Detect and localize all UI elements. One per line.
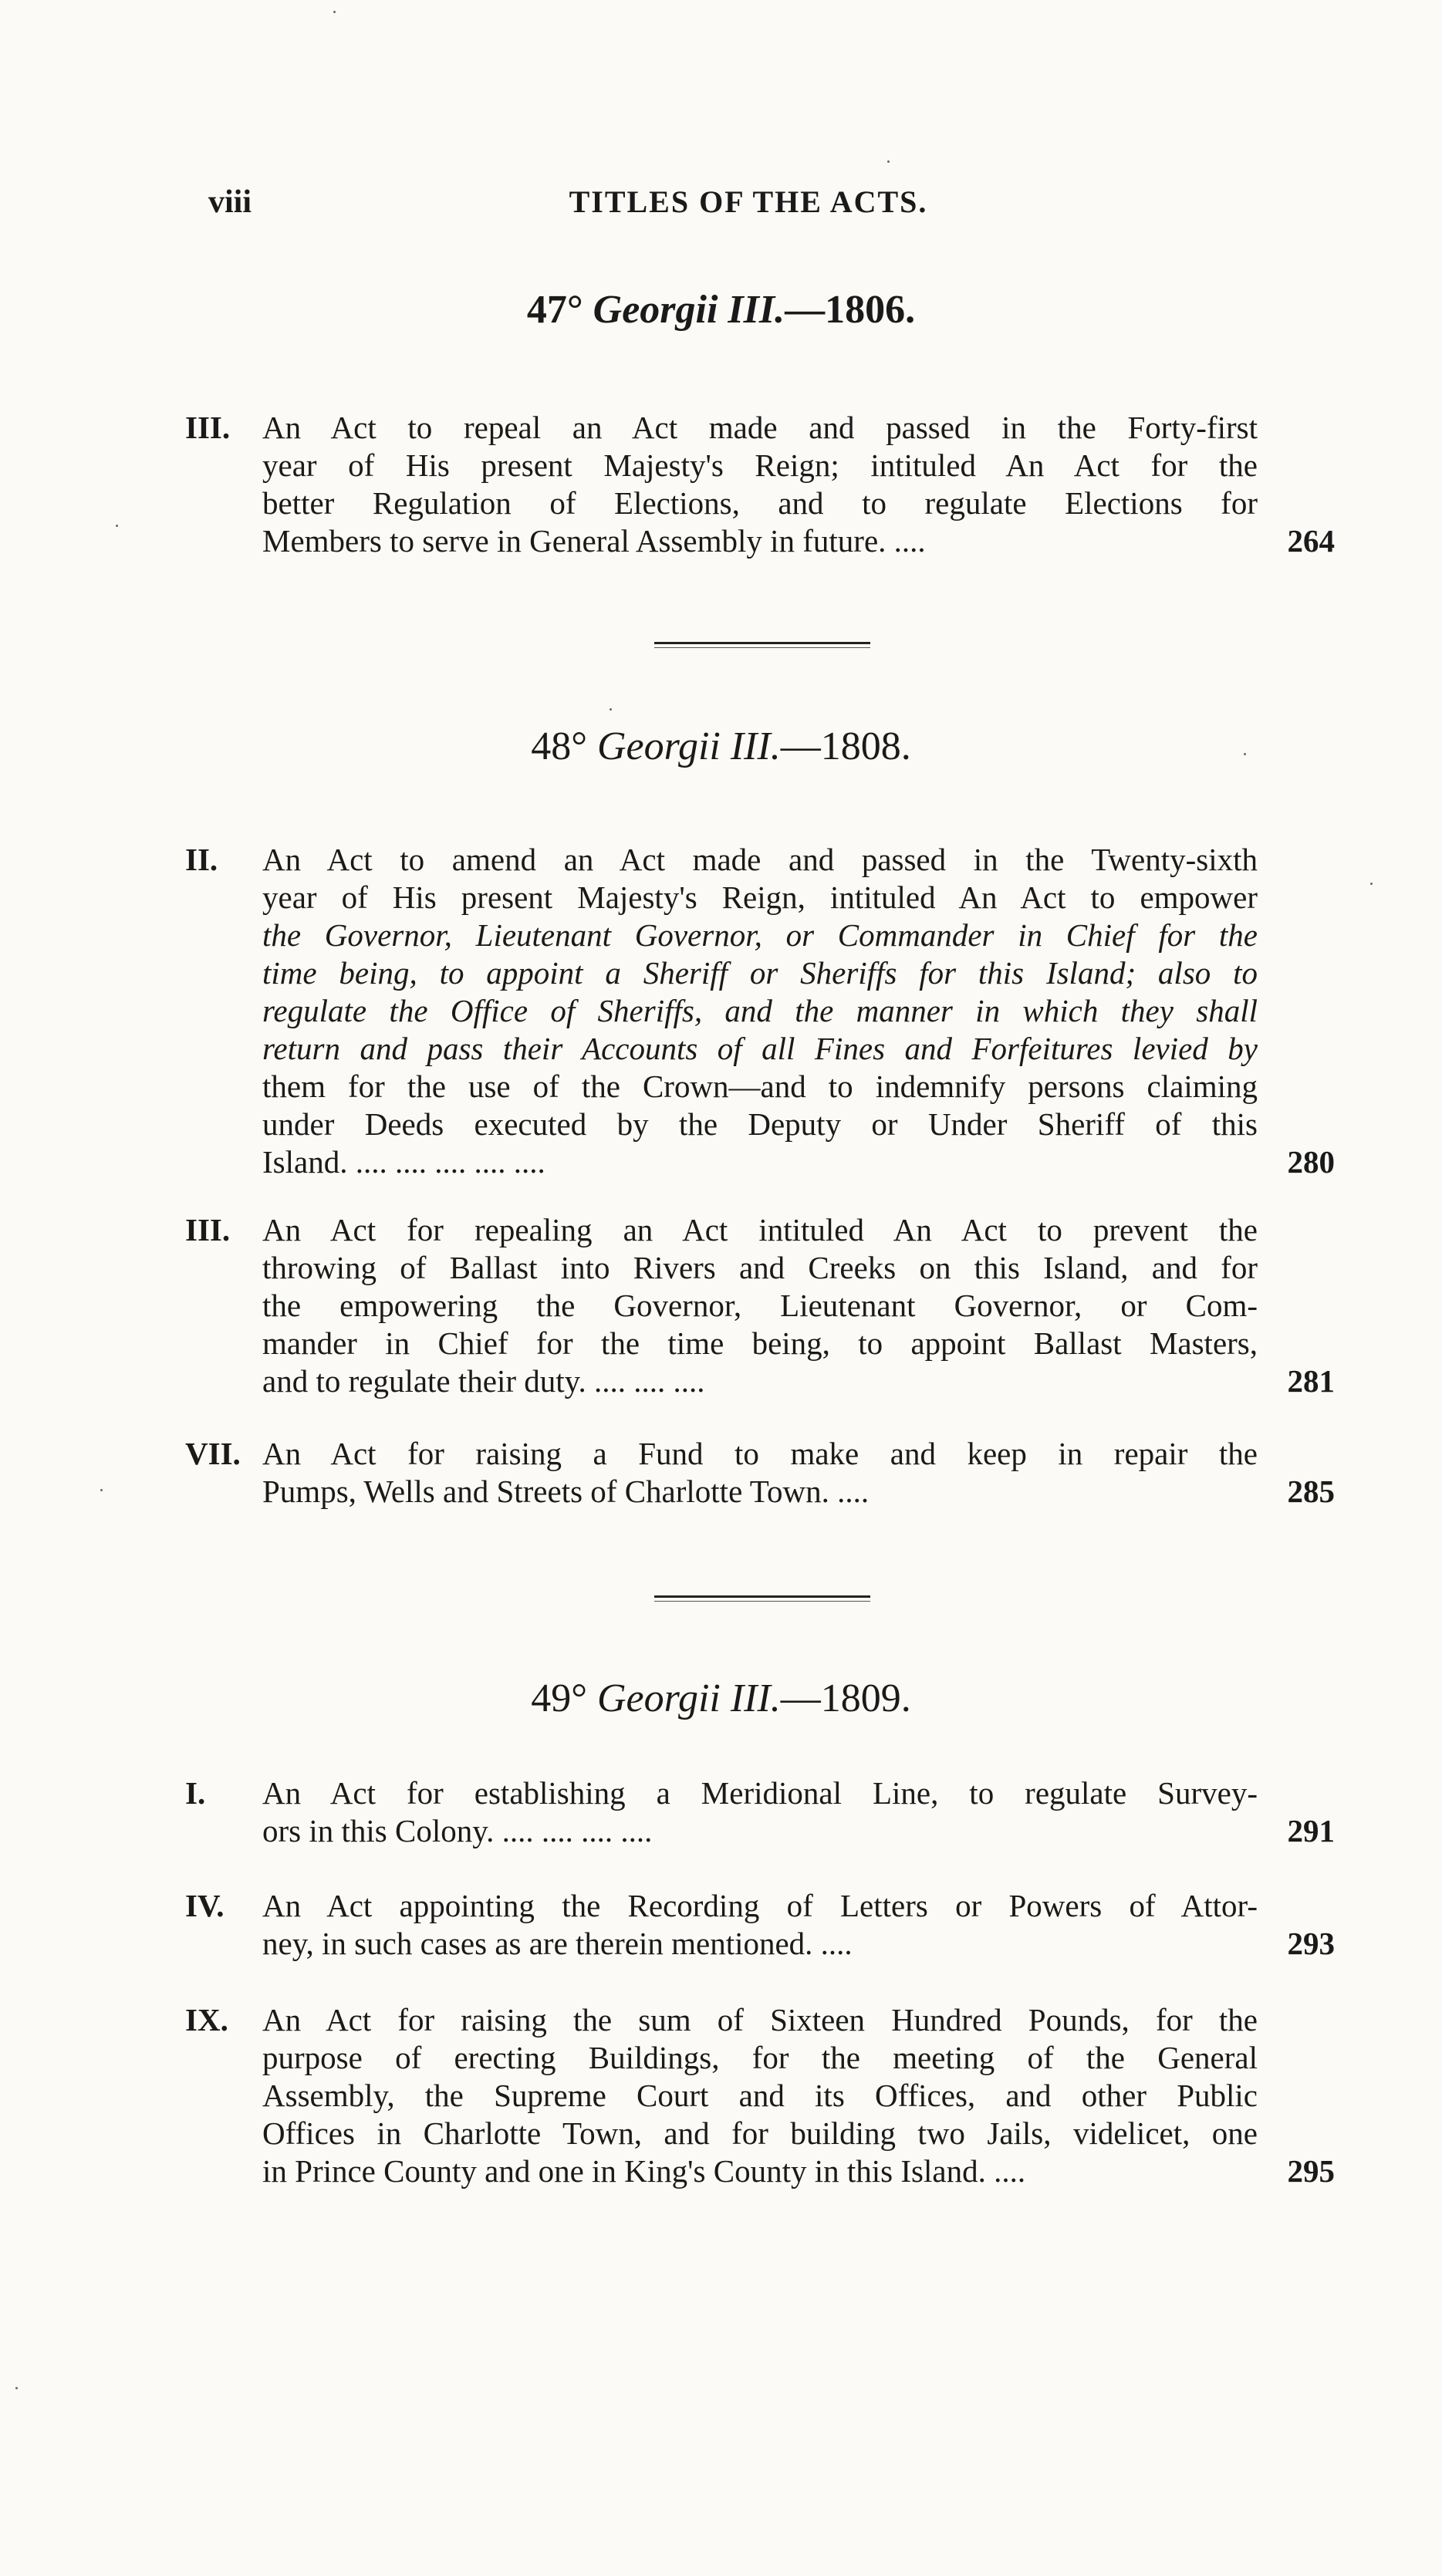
act-line: mander in Chief for the time being, to appoint Ballast Masters, [262,1325,1258,1361]
act-number: VII. [185,1436,241,1471]
act-line: regulate the Office of Sheriffs, and the manner in which they shall [262,993,1258,1028]
act-line: Members to serve in General Assembly in future. .... [262,523,926,559]
page-reference: 295 [1287,2153,1335,2189]
calendar-year: —1808. [780,724,911,768]
reign-name: Georgii III. [597,724,781,768]
calendar-year: —1806. [785,288,916,332]
act-line: year of His present Majesty's Reign, intituled An Act to empower [262,879,1258,915]
act-number: III. [185,410,231,445]
regnal-year: 47° [526,288,583,332]
act-line: throwing of Ballast into Rivers and Creeks on this Island, and for [262,1250,1258,1285]
page-reference: 281 [1287,1363,1335,1399]
act-title [262,2001,1258,2190]
page-header [185,184,1312,230]
act-number: II. [185,842,218,877]
act-number: III. [185,1212,231,1247]
act-line: An Act for establishing a Meridional Line, to regulate Survey- [262,1775,1258,1811]
act-number: I. [185,1775,206,1811]
act-line: An Act to amend an Act made and passed in the Twenty-sixth [262,842,1258,877]
act-line: An Act to repeal an Act made and passed in the Forty-first [262,410,1258,445]
act-title [262,1435,1258,1511]
paper-speck [116,525,118,527]
act-title [262,1774,1258,1850]
act-line: better Regulation of Elections, and to regulate Elections for [262,485,1258,521]
act-line: under Deeds executed by the Deputy or Under Sheriff of this [262,1106,1258,1142]
act-title [262,409,1258,560]
section-divider [654,642,870,644]
paper-speck [887,160,890,163]
calendar-year: —1809. [780,1676,911,1720]
act-line: An Act for raising a Fund to make and keep in repair the [262,1436,1258,1471]
section-heading-1808 [0,724,1442,769]
act-line: time being, to appoint a Sheriff or Sheriffs for this Island; also to [262,955,1258,991]
act-line: Offices in Charlotte Town, and for building two Jails, videlicet, one [262,2115,1258,2151]
act-title [262,1211,1258,1400]
act-line: return and pass their Accounts of all Fines and Forfeitures levied by [262,1031,1258,1066]
act-line: An Act for repealing an Act intituled An Act to prevent the [262,1212,1258,1247]
act-number: IX. [185,2002,228,2038]
act-line: the Governor, Lieutenant Governor, or Commander in Chief for the [262,917,1258,953]
act-line: them for the use of the Crown—and to indemnify persons claiming [262,1069,1258,1104]
page-reference: 264 [1287,523,1335,559]
regnal-year: 48° [531,724,587,768]
paper-speck [100,1489,103,1491]
act-line: and to regulate their duty. .... .... .... [262,1363,705,1399]
act-line: Pumps, Wells and Streets of Charlotte Town. .... [262,1474,870,1509]
page-reference: 285 [1287,1474,1335,1509]
paper-speck [610,708,612,711]
reign-name: Georgii III. [597,1676,781,1720]
act-line: in Prince County and one in King's County in this Island. .... [262,2153,1026,2189]
folio-number: viii [208,184,252,220]
act-line: An Act for raising the sum of Sixteen Hundred Pounds, for the [262,2002,1258,2038]
act-line: purpose of erecting Buildings, for the meeting of the General [262,2040,1258,2075]
paper-speck [15,2387,18,2389]
paper-speck [1244,753,1246,755]
act-line: An Act appointing the Recording of Letters or Powers of Attor- [262,1888,1258,1923]
act-line: Island. .... .... .... .... .... [262,1144,545,1180]
act-line: year of His present Majesty's Reign; intituled An Act for the [262,447,1258,483]
running-title: TITLES OF THE ACTS. [569,184,928,219]
page-reference: 280 [1287,1144,1335,1180]
page-reference: 291 [1287,1813,1335,1848]
act-title [262,1887,1258,1963]
act-line: the empowering the Governor, Lieutenant Governor, or Com- [262,1288,1258,1323]
paper-speck [1370,883,1373,885]
act-title [262,841,1258,1181]
act-number: IV. [185,1888,225,1923]
act-line: Assembly, the Supreme Court and its Offices, and other Public [262,2078,1258,2113]
section-divider [654,1595,870,1598]
section-heading-1809 [0,1676,1442,1721]
act-line: ney, in such cases as are therein mentioned. .... [262,1926,853,1961]
paper-speck [333,11,336,13]
regnal-year: 49° [531,1676,587,1720]
page-reference: 293 [1287,1926,1335,1961]
reign-name: Georgii III. [593,288,785,332]
section-heading-1806 [0,287,1442,333]
act-line: ors in this Colony. .... .... .... .... [262,1813,653,1848]
